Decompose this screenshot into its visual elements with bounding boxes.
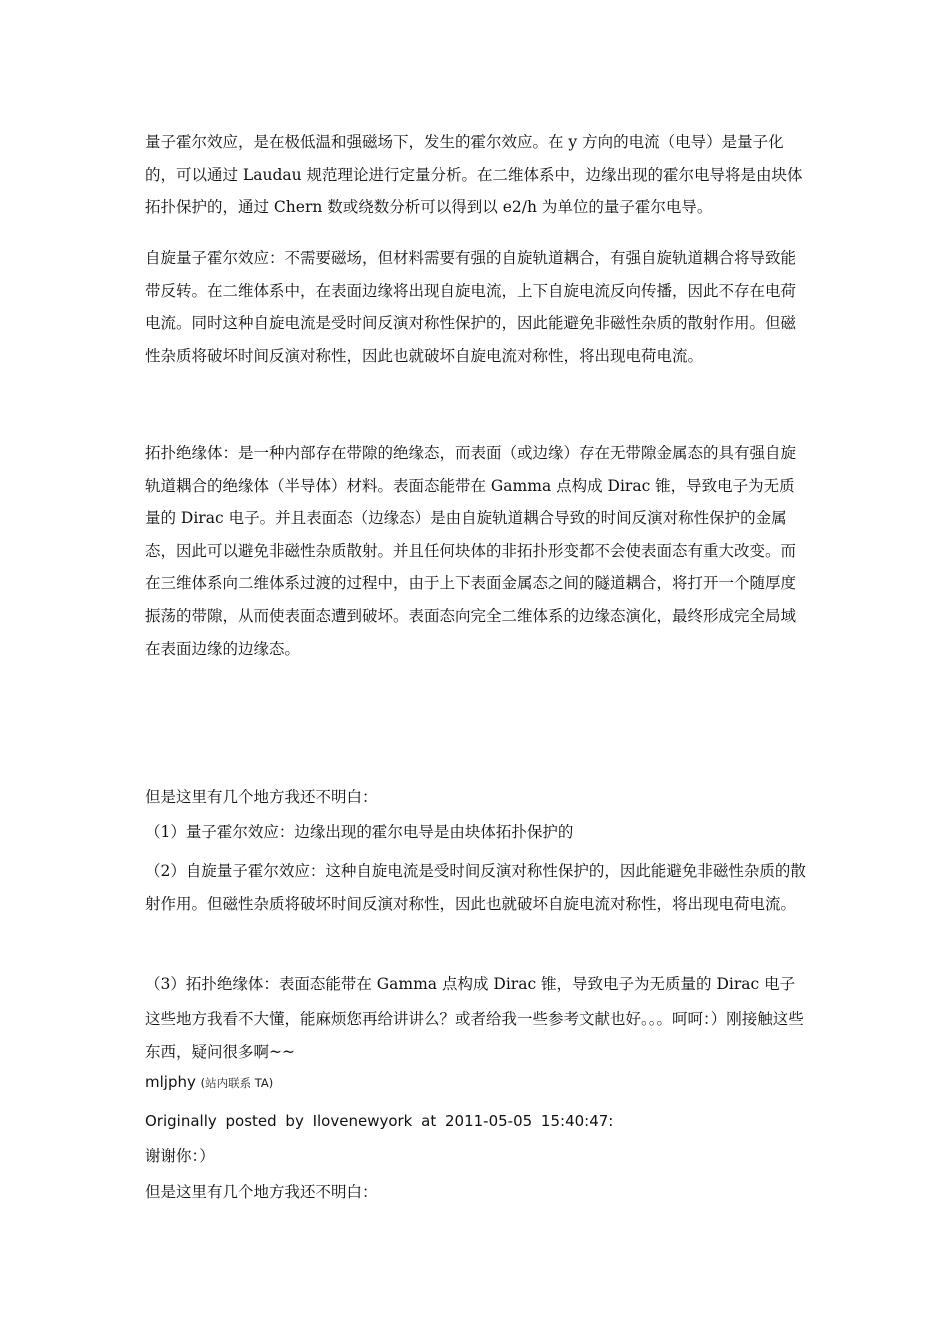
quoted-thanks: 谢谢你：） [145,1147,215,1165]
contact-author-link[interactable]: (站内联系 TA) [200,1076,274,1090]
reply-author-line [145,1072,273,1093]
question-2: （2）自旋量子霍尔效应：这种自旋电流是受时间反演对称性保护的，因此能避免非磁性杂质的散射作用。但磁性杂质将破坏时间反演对称性，因此也就破坏自旋电流对称性，将出现电荷电流。 [145,862,806,913]
paragraph-spin-quantum-hall: 自旋量子霍尔效应：不需要磁场，但材料需要有强的自旋轨道耦合，有强自旋轨道耦合将导致能带反转。在二维体系中，在表面边缘将出现自旋电流，上下自旋电流反向传播，因此不存在电荷电流。同时这种自旋电流是受时间反演对称性保护的，因此能避免非磁性杂质的散射作用。但磁性杂质将破坏时间反演对称性，因此也就破坏自旋电流对称性，将出现电荷电流。 [145,249,797,365]
question-followup: 这些地方我看不大懂，能麻烦您再给讲讲么？或者给我一些参考文献也好。。。呵呵：）刚接触这些东西，疑问很多啊~~ [145,1010,804,1061]
question-1: （1）量子霍尔效应：边缘出现的霍尔电导是由块体拓扑保护的 [145,823,574,841]
paragraph-quantum-hall: 量子霍尔效应，是在极低温和强磁场下，发生的霍尔效应。在 y 方向的电流（电导）是量子化的，可以通过 Laudau 规范理论进行定量分析。在二维体系中，边缘出现的霍尔电导将是由块体拓扑保护的，通过 Chern 数或绕数分析可以得到以 e2/h 为单位的量子霍尔电导。 [145,133,803,217]
question-3: （3）拓扑绝缘体：表面态能带在 Gamma 点构成 Dirac 锥，导致电子为无质量的 Dirac 电子 [145,975,796,993]
question-intro: 但是这里有几个地方我还不明白： [145,788,378,806]
quoted-question-intro: 但是这里有几个地方我还不明白： [145,1183,378,1201]
quote-header: Originally posted by Ilovenewyork at 2011-05-05 15:40:47: [145,1112,614,1130]
reply-author-name[interactable]: mljphy [145,1073,196,1091]
paragraph-topological-insulator: 拓扑绝缘体：是一种内部存在带隙的绝缘态，而表面（或边缘）存在无带隙金属态的具有强自旋轨道耦合的绝缘体（半导体）材料。表面态能带在 Gamma 点构成 Dirac 锥，导致电子为无质量的 Dirac 电子。并且表面态（边缘态）是由自旋轨道耦合导致的时间反演对称性保护的金属态，因此可以避免非磁性杂质散射。并且任何块体的非拓扑形变都不会使表面态有重大改变。而在三维体系向二维体系过渡的过程中，由于上下表面金属态之间的隧道耦合，将打开一个随厚度振荡的带隙，从而使表面态遭到破坏。表面态向完全二维体系的边缘态演化，最终形成完全局域在表面边缘的边缘态。 [145,444,797,658]
